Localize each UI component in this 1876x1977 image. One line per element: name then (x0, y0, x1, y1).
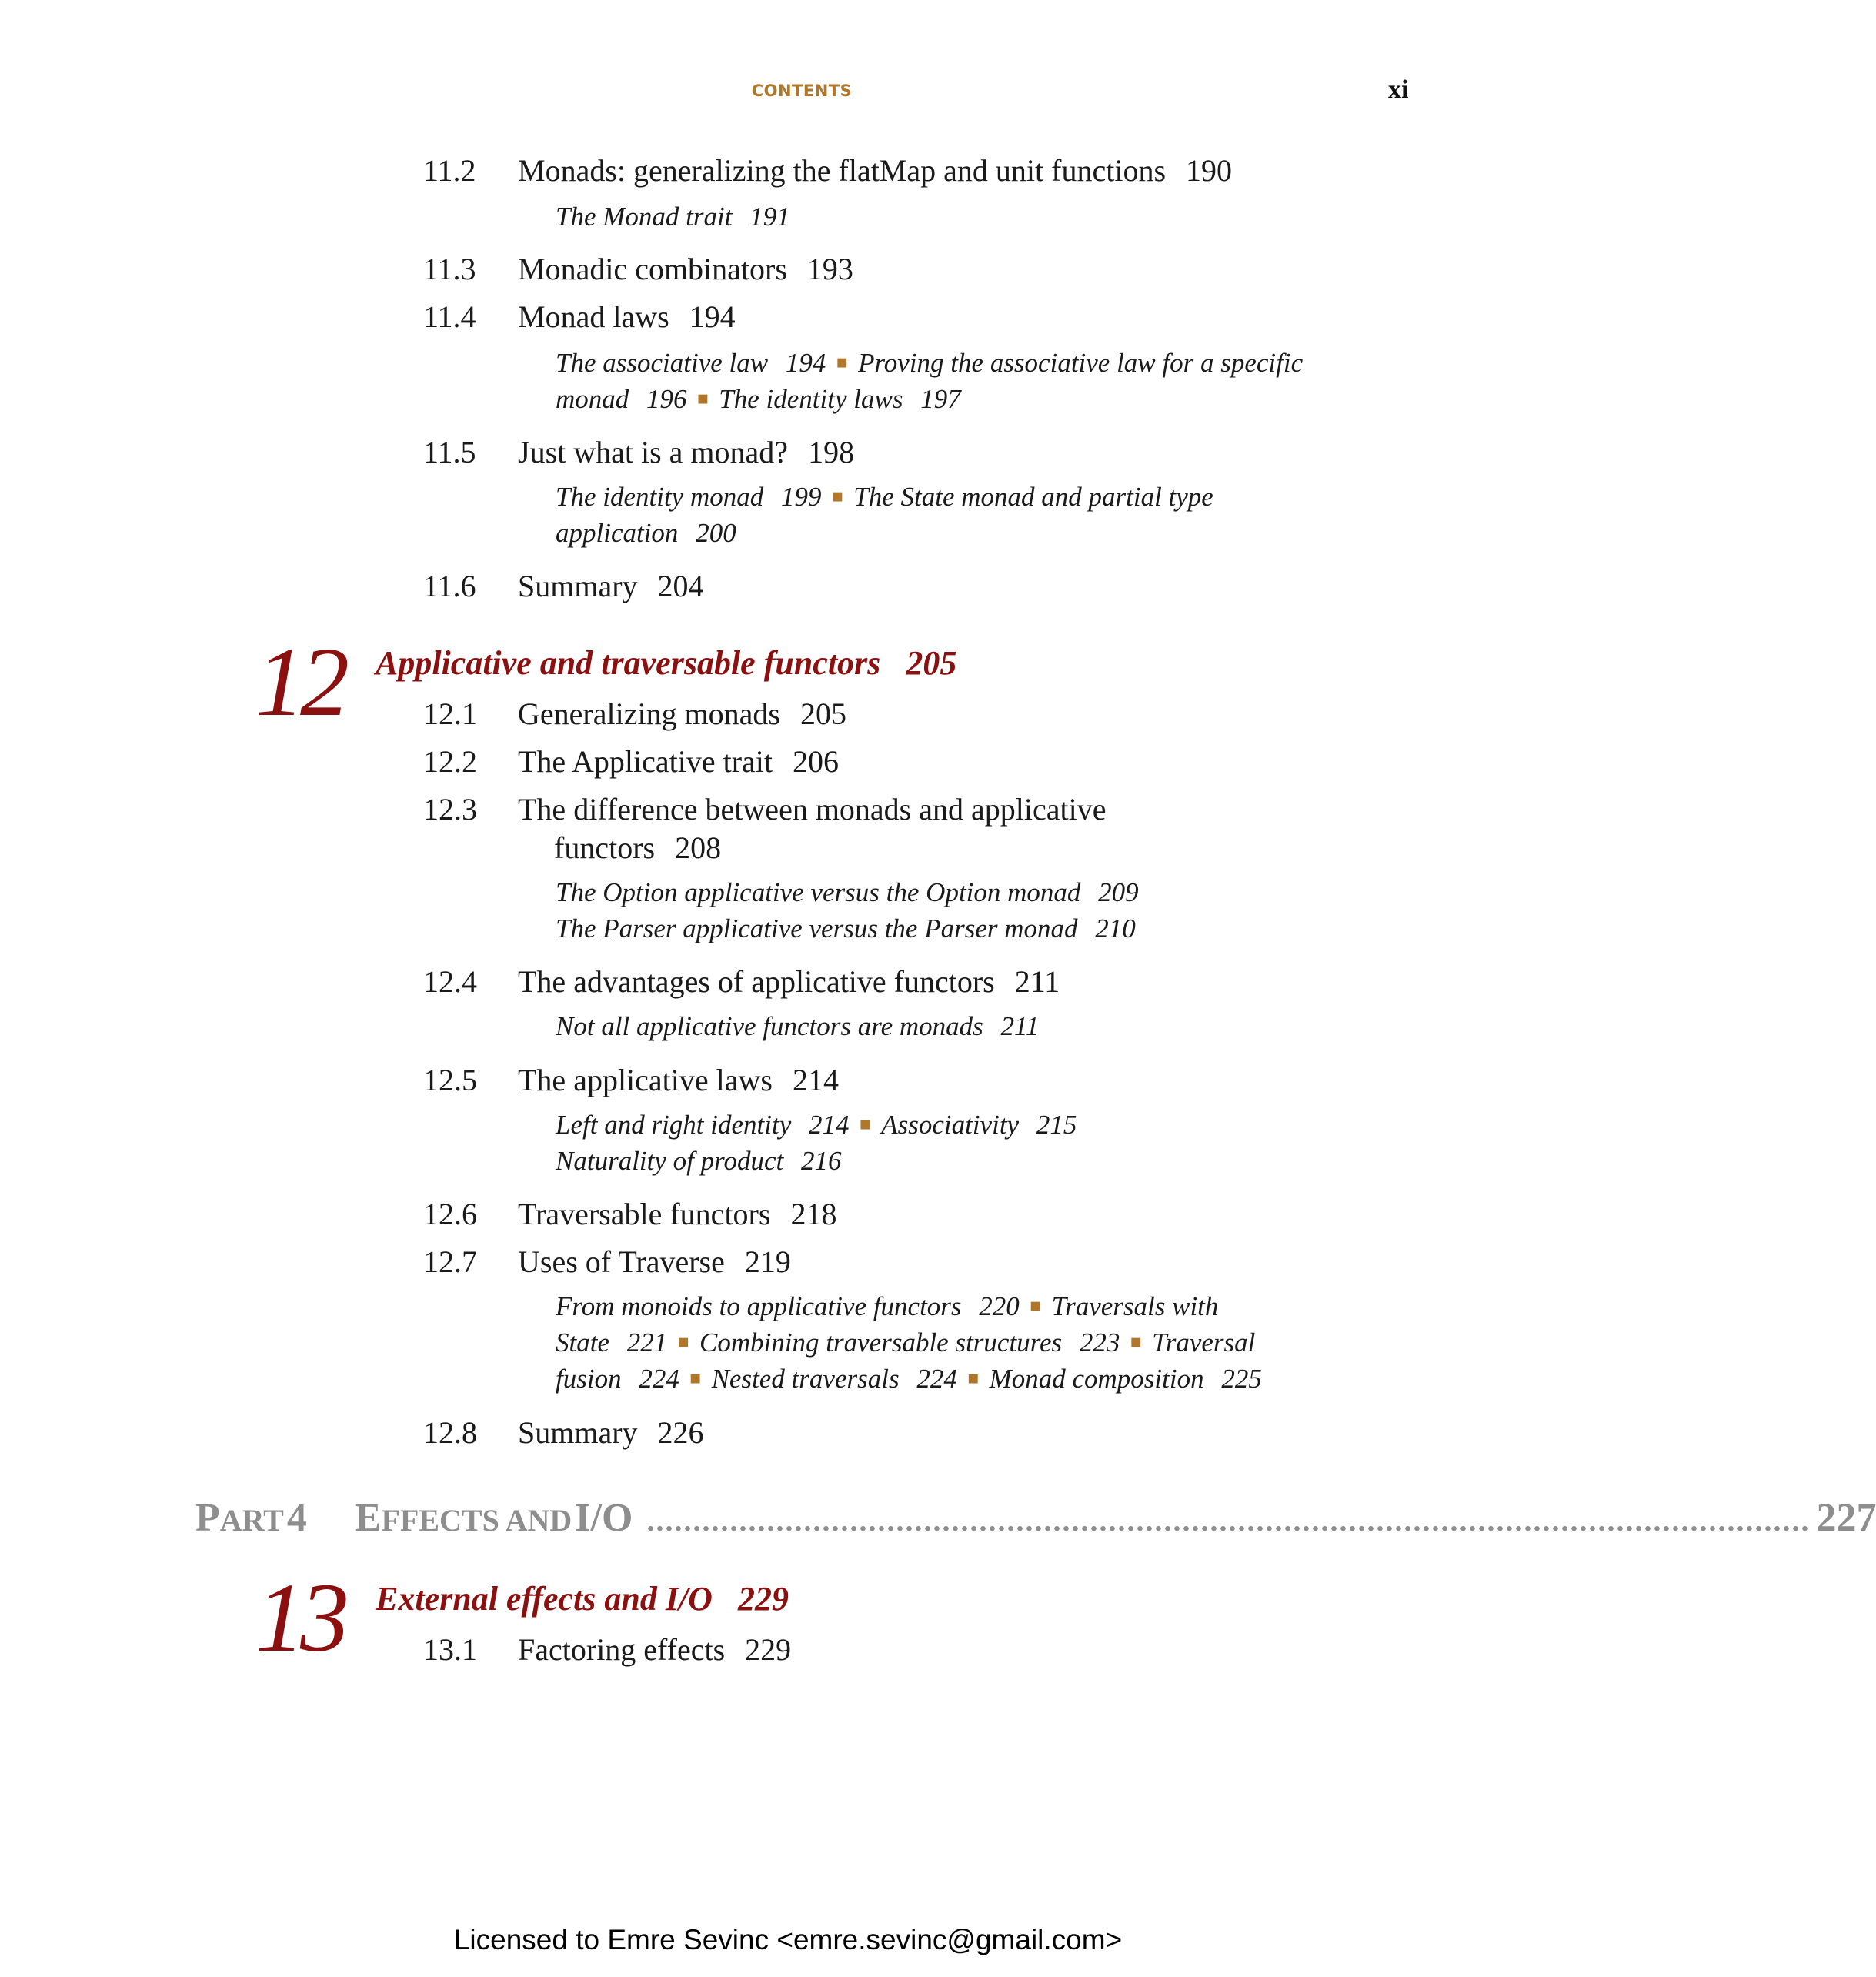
subsection-title[interactable]: Combining traversable structures (699, 1327, 1063, 1358)
subsection-title[interactable]: Nested traversals (711, 1364, 900, 1394)
bullet-separator: ■ (697, 389, 709, 410)
section-page: 193 (806, 252, 853, 286)
part-page: 227 (1816, 1496, 1876, 1540)
subsection-page: 224 (639, 1364, 679, 1394)
page-number: xi (1388, 75, 1409, 104)
section-title: Monads: generalizing the flatMap and unit functions (518, 153, 1167, 188)
subsection-page: 211 (1000, 1011, 1040, 1041)
section-number: 12.7 (423, 1244, 477, 1279)
subsection-title[interactable]: State (556, 1327, 609, 1358)
section-entry[interactable] (518, 1631, 791, 1668)
section-title: The difference between monads and applicative (518, 792, 1107, 827)
bullet-separator: ■ (831, 486, 843, 508)
section-title: Summary (518, 569, 638, 603)
subsection-page: 214 (808, 1110, 850, 1140)
chapter-number: 13 (255, 1563, 345, 1672)
subsection-title[interactable]: The Parser applicative versus the Parser monad (556, 913, 1078, 943)
subsection-page: 223 (1079, 1327, 1120, 1358)
section-page: 194 (689, 299, 736, 334)
section-title: Traversable functors (518, 1197, 771, 1231)
section-title: Monadic combinators (518, 252, 787, 286)
subsection-page: 210 (1095, 913, 1136, 943)
section-number: 11.2 (423, 153, 476, 188)
subsection-title[interactable]: Naturality of product (556, 1146, 784, 1176)
section-entry[interactable] (518, 1062, 839, 1098)
part-label: PART 4 (195, 1496, 307, 1540)
subsection-page: 224 (916, 1364, 957, 1394)
part-heading[interactable] (195, 1495, 1876, 1549)
chapter-number: 12 (255, 627, 345, 736)
subsection-page: 215 (1036, 1110, 1077, 1140)
section-title: The advantages of applicative functors (518, 964, 995, 999)
section-page: 204 (657, 569, 704, 603)
section-number: 12.3 (423, 792, 477, 827)
section-page: 198 (808, 435, 855, 469)
subsection-line (556, 913, 1136, 944)
subsection-page: 196 (646, 384, 687, 414)
subsection-line (556, 1146, 841, 1177)
subsection-line (556, 202, 790, 232)
section-title: Monad laws (518, 299, 669, 334)
section-number: 11.5 (423, 435, 476, 469)
bullet-separator: ■ (836, 352, 848, 374)
chapter-page: 229 (737, 1580, 789, 1618)
bullet-separator: ■ (1130, 1332, 1142, 1354)
subsection-title[interactable]: application (556, 518, 679, 548)
section-title: Just what is a monad? (518, 435, 789, 469)
section-entry[interactable] (518, 152, 1232, 189)
subsection-title[interactable]: The State monad and partial type (853, 482, 1213, 512)
section-title: The applicative laws (518, 1063, 773, 1097)
section-entry[interactable] (518, 568, 704, 604)
subsection-page: 194 (785, 348, 826, 378)
section-number: 13.1 (423, 1632, 477, 1667)
subsection-title[interactable]: The associative law (556, 348, 769, 378)
section-entry[interactable] (518, 1196, 836, 1232)
section-entry[interactable] (518, 299, 736, 335)
subsection-title[interactable]: monad (556, 384, 629, 414)
section-page: 214 (792, 1063, 839, 1097)
subsection-title[interactable]: The identity monad (556, 482, 764, 512)
subsection-title[interactable]: From monoids to applicative functors (556, 1291, 962, 1321)
subsection-line (556, 1110, 1077, 1140)
section-page: 208 (675, 830, 722, 865)
subsection-page: 197 (920, 384, 961, 414)
section-title: Summary (518, 1415, 638, 1450)
subsection-line (556, 1327, 1255, 1358)
section-entry[interactable] (518, 1414, 704, 1451)
section-number: 12.6 (423, 1197, 477, 1231)
section-page: 206 (793, 744, 839, 779)
subsection-title[interactable]: Proving the associative law for a specific (858, 348, 1304, 378)
subsection-line (556, 482, 1213, 513)
license-footer: Licensed to Emre Sevinc <emre.sevinc@gmail.com> (453, 1924, 1123, 1955)
chapter-title: Applicative and traversable functors (376, 644, 881, 682)
section-page: 205 (800, 696, 846, 731)
subsection-line (556, 348, 1303, 379)
subsection-title[interactable]: fusion (556, 1364, 622, 1394)
section-number: 11.6 (423, 569, 476, 603)
bullet-separator: ■ (1030, 1296, 1042, 1317)
subsection-page: 200 (696, 518, 736, 548)
section-page: 190 (1186, 153, 1233, 188)
chapter-page: 205 (906, 644, 957, 682)
bullet-separator: ■ (677, 1332, 689, 1354)
section-title: The Applicative trait (518, 744, 773, 779)
section-entry[interactable] (518, 1244, 791, 1280)
section-number: 11.4 (423, 299, 476, 334)
section-page: 219 (744, 1244, 791, 1279)
subsection-line (556, 1011, 1039, 1042)
subsection-page: 209 (1098, 877, 1139, 907)
chapter-title-entry[interactable] (376, 1579, 789, 1618)
subsection-page: 225 (1221, 1364, 1262, 1394)
subsection-page: 199 (781, 482, 822, 512)
dot-leader: .............................................................................................................................. (646, 1503, 1811, 1538)
subsection-title[interactable]: Associativity (881, 1110, 1020, 1140)
section-title: Factoring effects (518, 1632, 726, 1667)
section-entry[interactable] (518, 434, 854, 470)
section-number: 12.4 (423, 964, 477, 999)
section-page: 229 (745, 1632, 792, 1667)
subsection-title[interactable]: Traversals with (1051, 1291, 1219, 1321)
section-number: 12.2 (423, 744, 477, 779)
subsection-line (556, 1364, 1262, 1394)
section-entry[interactable] (518, 696, 846, 732)
section-number: 11.3 (423, 252, 476, 286)
part-title: EFFECTS AND I/O (354, 1496, 633, 1540)
section-number: 12.8 (423, 1415, 477, 1450)
subsection-title[interactable]: The identity laws (719, 384, 903, 414)
subsection-line (556, 1291, 1218, 1322)
section-title: Uses of Traverse (518, 1244, 725, 1279)
subsection-title[interactable]: Left and right identity (556, 1110, 792, 1140)
bullet-separator: ■ (859, 1114, 871, 1136)
subsection-page: 216 (800, 1146, 842, 1176)
section-title: Generalizing monads (518, 696, 780, 731)
section-entry[interactable] (518, 791, 1106, 827)
subsection-title[interactable]: The Monad trait (556, 202, 733, 232)
section-entry[interactable] (518, 963, 1060, 1000)
subsection-line (556, 877, 1139, 908)
bullet-separator: ■ (967, 1368, 980, 1390)
section-title: functors (554, 830, 656, 865)
subsection-page: 220 (979, 1291, 1020, 1321)
subsection-line (556, 518, 736, 549)
subsection-title[interactable]: Traversal (1152, 1327, 1256, 1358)
section-page: 211 (1014, 964, 1060, 999)
bullet-separator: ■ (689, 1368, 702, 1390)
section-entry[interactable] (518, 743, 839, 780)
subsection-page: 221 (626, 1327, 668, 1358)
section-number: 12.5 (423, 1063, 477, 1097)
section-number: 12.1 (423, 696, 477, 731)
section-entry-continued[interactable] (554, 830, 721, 866)
subsection-line (556, 384, 961, 415)
section-entry[interactable] (518, 251, 853, 287)
subsection-title[interactable]: Monad composition (989, 1364, 1204, 1394)
subsection-title[interactable]: Not all applicative functors are monads (556, 1011, 983, 1041)
subsection-page: 191 (749, 202, 790, 232)
section-page: 226 (657, 1415, 704, 1450)
chapter-title: External effects and I/O (376, 1580, 713, 1618)
running-header: CONTENTS (751, 82, 853, 100)
section-page: 218 (790, 1197, 837, 1231)
subsection-title[interactable]: The Option applicative versus the Option monad (556, 877, 1081, 907)
chapter-title-entry[interactable] (376, 643, 956, 683)
